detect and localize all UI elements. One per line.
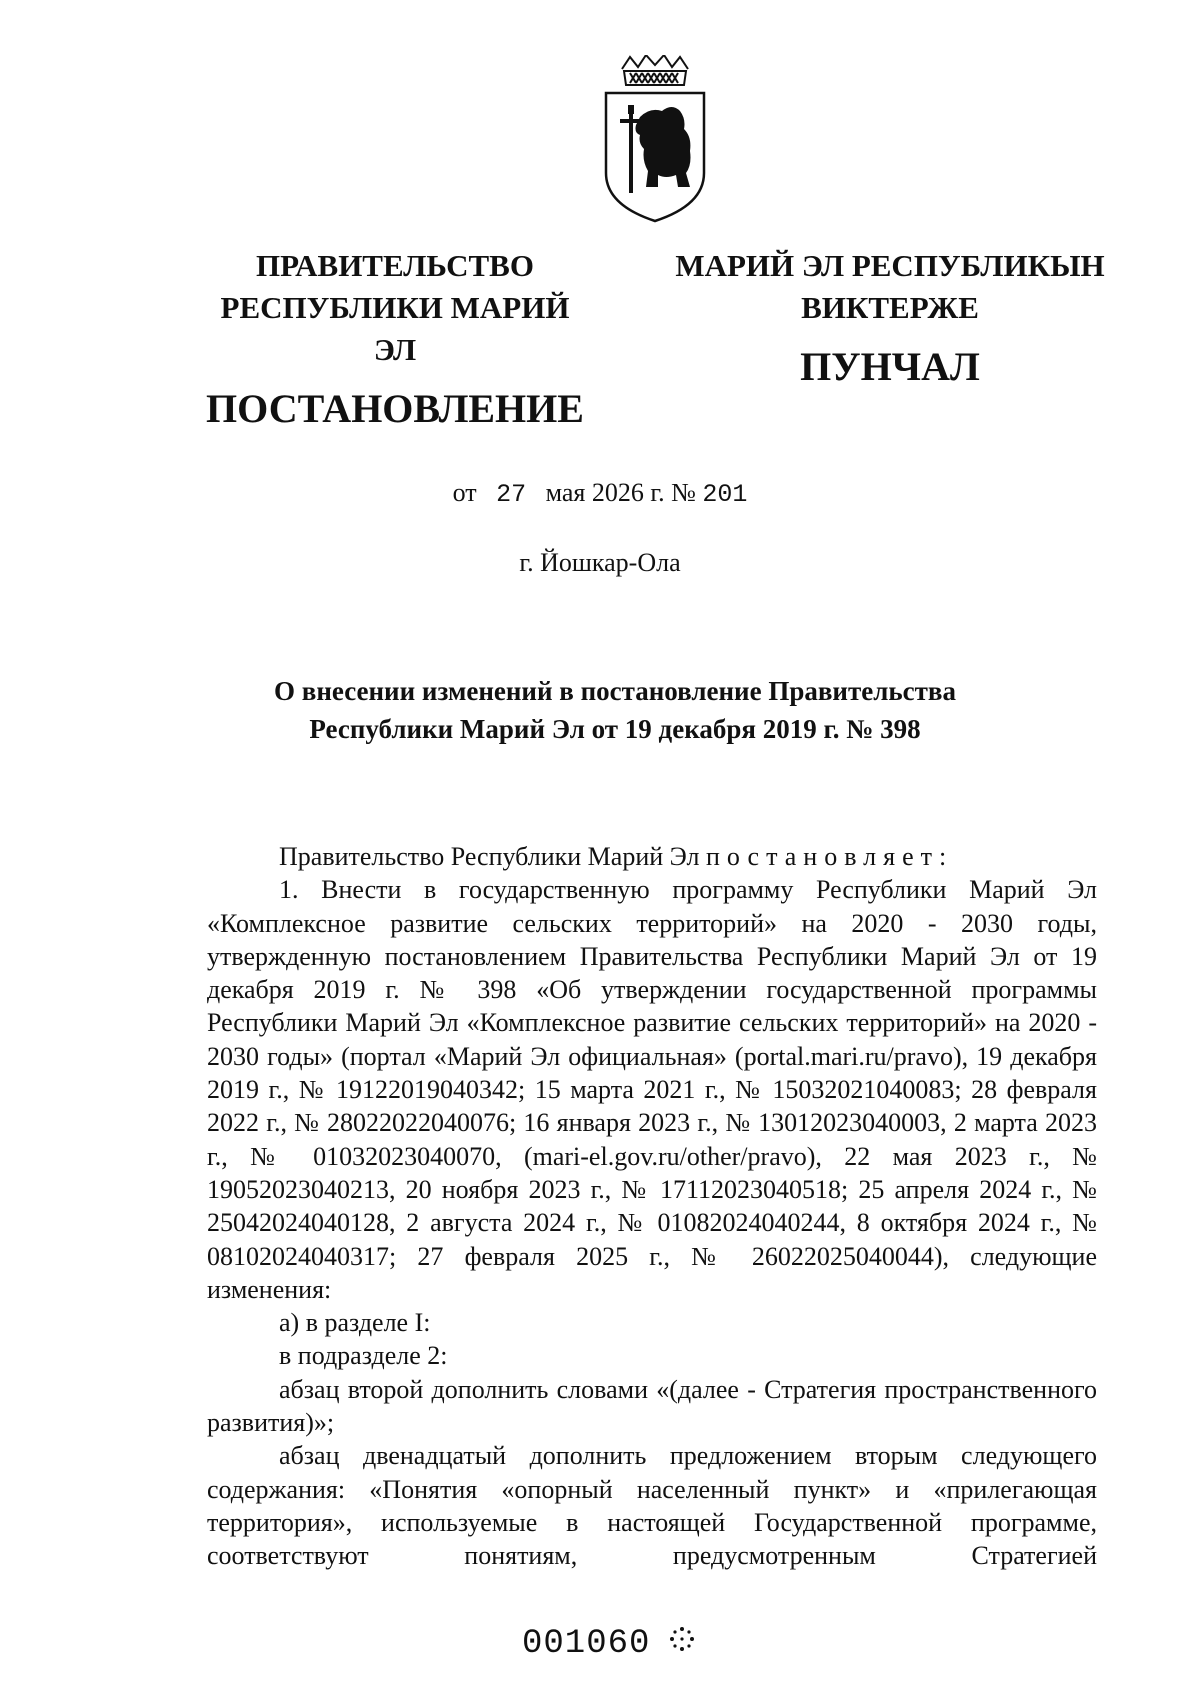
header-mari (665, 245, 1115, 397)
date-day: 27 (496, 480, 527, 509)
twelfth-paragraph-amendment: абзац двенадцатый дополнить предложением вторым следующего содержания: «Понятия «опорный населенный пункт» и «прилегающая территория», используемые в настоящей Государственной программе, соответствуют понятиям, предусмотренным Стратегией (207, 1441, 1097, 1571)
item-1-paragraph: 1. Внести в государственную программу Республики Марий Эл «Комплексное развитие сельских территорий» на 2020 - 2030 годы, утвержденную постановлением Правительства Республики Марий Эл от 19 декабря 2019 г. № 398 «Об утверждении государственной программы Республики Марий Эл «Комплексное развитие сельских территорий» на 2020 - 2030 годы» (портал «Марий Эл официальная» (portal.mari.ru/pravo), 19 декабря 2019 г., № 19122019040342; 15 марта 2021 г., № 15032021040083; 28 февраля 2022 г., № 28022022040076; 16 января 2023 г., № 13012023040003, 2 марта 2023 г., № 01032023040070, (mari-el.gov.ru/other/pravo), 22 мая 2023 г., № 19052023040213, 20 ноября 2023 г., № 17112023040518; 25 апреля 2024 г., № 25042024040128, 2 августа 2024 г., № 01082024040244, 8 октября 2024 г., № 08102024040317; 27 февраля 2025 г., № 26022025040044), следующие изменения: (207, 875, 1097, 1304)
document-number: 201 (702, 480, 748, 509)
rosette-mark-icon (668, 1625, 696, 1653)
title-line2: Республики Марий Эл от 19 декабря 2019 г. № 398 (309, 714, 921, 744)
header-right-line1: МАРИЙ ЭЛ РЕСПУБЛИКЫН (675, 248, 1105, 283)
header-right-title: ПУНЧАЛ (800, 344, 980, 389)
city: г. Йошкар-Ола (519, 548, 681, 577)
intro-paragraph (207, 840, 1097, 873)
second-paragraph-amendment: абзац второй дополнить словами «(далее - Стратегия пространственного развития)»; (207, 1374, 1097, 1438)
header-left-line1: ПРАВИТЕЛЬСТВО (256, 248, 534, 283)
header-left-line2: РЕСПУБЛИКИ МАРИЙ ЭЛ (220, 290, 570, 367)
item-a-paragraph: а) в разделе I: (279, 1308, 431, 1338)
coat-of-arms-icon (600, 55, 710, 225)
header-russian (200, 245, 590, 439)
header-left-title: ПОСТАНОВЛЕНИЕ (206, 386, 584, 431)
date-line (0, 478, 1200, 509)
intro-spaced-verb: постановляет: (705, 842, 954, 871)
document-body (207, 840, 1097, 1573)
title-line1: О внесении изменений в постановление Правительства (274, 676, 956, 706)
header-right-line2: ВИКТЕРЖЕ (801, 290, 979, 325)
subsection-paragraph: в подразделе 2: (279, 1341, 448, 1371)
date-prefix: от (452, 478, 477, 507)
document-title (200, 672, 1030, 748)
date-month-year: мая 2026 г. № (545, 478, 696, 507)
intro-text: Правительство Республики Марий Эл (279, 842, 700, 871)
serial-number: 001060 (522, 1625, 651, 1663)
